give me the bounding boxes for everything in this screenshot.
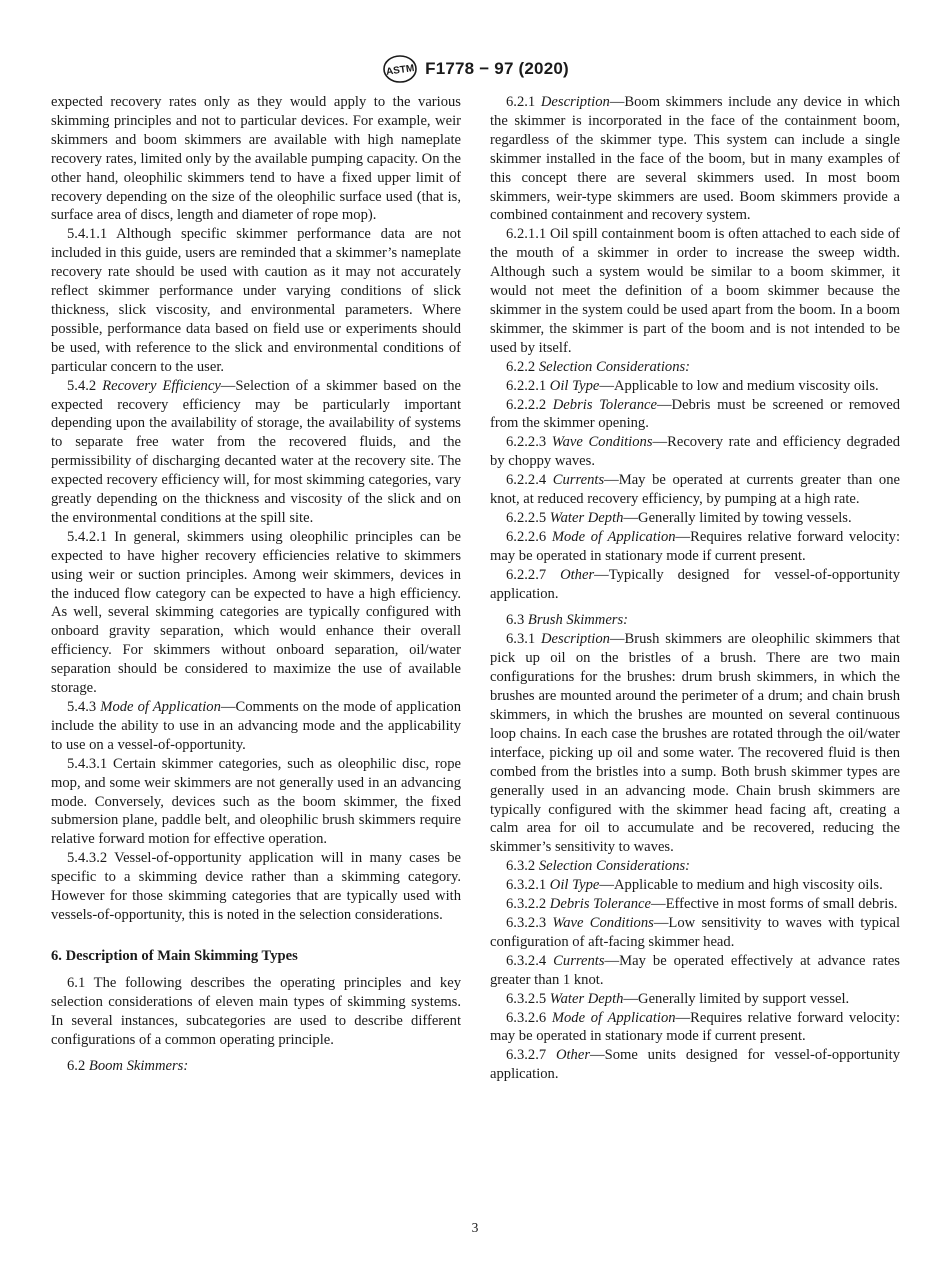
section-number: 6.2.2.6 [506,528,547,545]
paragraph-6-2-2-2 [490,396,900,434]
paragraph-6-3-2-6 [490,1009,900,1047]
right-column [490,93,900,1084]
section-title: Oil Type [549,877,600,894]
paragraph-6-2-2-6 [490,528,900,566]
section-body: —Requires relative forward velocity: may be operated in stationary mode if current present. [490,1009,900,1045]
section-body: —May be operated at currents greater than one knot, at reduced recovery efficiency, by pumping at a high rate. [490,472,900,508]
page-header [0,54,950,84]
section-title: Other [560,566,595,583]
paragraph-6-3-1 [490,630,900,857]
section-title: Selection Considerations: [538,358,691,375]
section-body: —Low sensitivity to waves with typical configuration of aft-facing skimmer head. [490,914,900,950]
paragraph-6-2-1-1: 6.2.1.1 Oil spill containment boom is often attached to each side of the mouth of a skimmer in order to increase the sweep width. Although such a system would be similar to a boom skimmer, it would not meet the definition of a boom skimmer because the skimmer in the system could be used apart from the boom. In a boom skimmer, the skimmer is part of the boom and is not intended to be used by itself. [490,226,900,356]
section-body: —Comments on the mode of application include the ability to use in an advancing mode and the applicability to use on a vessel-of-opportunity. [51,699,461,753]
svg-text:ASTM: ASTM [385,63,416,78]
paragraph-5-4-3-2: 5.4.3.2 Vessel-of-opportunity application will in many cases be specific to a skimming device rather than a skimming category. However for those skimming categories that are typically used with vessels-of-opportunity, this is noted in the selection considerations. [51,850,461,923]
section-number: 6.3.1 [506,631,536,648]
paragraph-6-3-2-5 [490,990,900,1009]
section-body: —Applicable to low and medium viscosity oils. [599,377,879,394]
section-title: Description [540,94,610,110]
paragraph-5-4-1-cont: expected recovery rates only as they would apply to the various skimming principles and not to particular devices. For example, weir skimmers and boom skimmers are available with high nameplate recovery rates, limited only by the available pumping capacity. On the other hand, oleophilic skimmers tend to have a fixed upper limit of recovery depending on the size of the oleophilic surface used (that is, surface area of discs, length and diameter of rope mop). [51,94,461,224]
paragraph-5-4-2-1: 5.4.2.1 In general, skimmers using oleophilic principles can be expected to have higher recovery efficiencies relative to skimmers using weir or suction principles. Among weir skimmers, devices in the induced flow category can be expected to have a high efficiency. As well, several skimming categories are typically configured with onboard gravity separation, which would enhance their overall efficiency. For skimmers without onboard separation, oil/water separation should be considered to maximize the use of available storage. [51,528,461,697]
paragraph-6-2-2 [490,358,900,377]
paragraph-6-2-2-1 [490,377,900,396]
paragraph-6-3-2-4 [490,952,900,990]
section-title: Mode of Application [551,1009,676,1026]
section-title: Water Depth [549,509,624,526]
section-number: 6.3 [506,612,525,629]
section-title: Debris Tolerance [549,896,652,913]
section-title: Mode of Application [100,699,221,715]
section-number: 5.4.3 [67,699,97,715]
section-body: —Effective in most forms of small debris. [651,896,898,913]
section-title: Other [555,1047,591,1064]
paragraph-6-3 [490,611,900,630]
paragraph-6-3-2-3 [490,914,900,952]
section-title: Mode of Application [551,528,676,545]
paragraph-6-2-2-3 [490,433,900,471]
section-number: 6.2.2.4 [506,472,547,489]
section-body: —Requires relative forward velocity: may be operated in stationary mode if current present. [490,528,900,564]
paragraph-6-3-2-7 [490,1046,900,1084]
section-title: Boom Skimmers: [88,1058,189,1075]
paragraph-6-2-1 [490,93,900,225]
section-number: 6.3.2 [506,858,536,875]
paragraph-6-3-2-2 [490,895,900,914]
section-title: Currents [552,472,605,489]
section-number: 6.2.2.2 [506,396,547,413]
section-title: Brush Skimmers: [527,612,629,629]
paragraph-6-2-2-7 [490,566,900,604]
section-body: —May be operated effectively at advance rates greater than 1 knot. [490,952,900,988]
section-body: —Generally limited by support vessel. [623,990,850,1007]
paragraph-6-2-2-4 [490,471,900,509]
section-number: 6.3.2.3 [506,914,547,931]
section-title: Debris Tolerance [552,396,657,413]
section-number: 6.3.2.5 [506,990,547,1007]
section-body: —Brush skimmers are oleophilic skimmers that pick up oil on the bristles of a brush. There are two main configurations for the brushes: drum brush skimmers, in which the brushes are mounted around the perimeter of a drum; and chain brush skimmers, in which the brushes are mounted on several continuous loop chains. In each case the brushes are rotated through the oil/water interface, picking up oil and some water. The recovered fluid is then combed from the bristles into a sump. Both brush skimmer types are generally used in an advancing mode. Chain brush skimmers are typically configured with the skimmer head facing aft, creating a calm area for oil to accumulate and be recovered, reducing the skimmer’s sensitivity to waves. [490,631,900,856]
page-number: 3 [471,1220,479,1235]
astm-logo-icon [381,54,419,84]
paragraph-5-4-2 [51,377,461,528]
paragraph-6-3-2-1 [490,876,900,895]
section-number: 6.3.2.4 [506,952,547,969]
section-title: Currents [553,952,605,969]
section-body: —Some units designed for vessel-of-opportunity application. [490,1047,900,1083]
section-title: Water Depth [549,990,624,1007]
paragraph-5-4-3-1: 5.4.3.1 Certain skimmer categories, such as oleophilic disc, rope mop, and some weir skimmers are not generally used in an advancing mode. Conversely, devices such as the boom skimmer, the fixed submersion plane, paddle belt, and oleophilic brush skimmers require relative forward motion for effective operation. [51,755,461,848]
paragraph-6-1: 6.1 The following describes the operating principles and key selection considerations of eleven main types of skimming systems. In several instances, subcategories are used to describe different configurations of a common operating principle. [51,974,461,1048]
paragraph-6-2 [51,1057,461,1076]
section-number: 6.3.2.1 [506,877,547,894]
section-body: —Recovery rate and efficiency degraded by choppy waves. [490,434,900,470]
section-number: 6.2.2.5 [506,509,547,526]
section-body: —Applicable to medium and high viscosity oils. [599,877,883,894]
section-number: 6.2.1 [506,94,536,110]
section-title: Wave Conditions [552,914,654,931]
section-body: —Generally limited by towing vessels. [623,509,852,526]
paragraph-5-4-1-1: 5.4.1.1 Although specific skimmer performance data are not included in this guide, users are reminded that a skimmer’s nameplate recovery rate should be used with caution as it may not accurately reflect skimmer performance under varying conditions of slick thickness, slick viscosity, and environmental parameters. Where possible, performance data based on field use or experiments should be used, with reference to the slick and environmental conditions of particular concern to the user. [51,226,461,375]
section-body: —Debris must be screened or removed from the skimmer opening. [490,396,900,432]
section-title: Wave Conditions [551,434,653,451]
section-title: Description [541,631,610,648]
section-number: 6.3.2.2 [506,896,547,913]
section-heading-6: 6. Description of Main Skimming Types [51,947,298,964]
section-number: 6.2 [67,1058,86,1075]
paragraph-5-4-3 [51,698,461,755]
section-number: 6.3.2.7 [506,1047,547,1064]
section-number: 6.3.2.6 [506,1009,547,1026]
section-number: 6.2.2.7 [506,566,547,583]
section-title: Selection Considerations: [538,858,691,875]
section-title: Oil Type [549,377,600,394]
section-body: —Selection of a skimmer based on the expected recovery efficiency may be particularly important depending upon the availability of storage, the availability of systems to separate free water from the recovered fluids, and the permissibility of discharging decanted water at the recovery site. The expected recovery efficiency will, for most skimming categories, vary greatly depending on the thickness and viscosity of the slick and on the environmental conditions at the spill site. [51,377,461,526]
section-number: 6.2.2 [506,358,536,375]
document-designation: F1778 − 97 (2020) [425,59,569,78]
section-number: 6.2.2.3 [506,434,547,451]
section-title: Recovery Efficiency [102,377,221,394]
paragraph-6-3-2 [490,857,900,876]
section-number: 6.2.2.1 [506,377,547,394]
paragraph-6-2-2-5 [490,509,900,528]
section-body: —Boom skimmers include any device in which the skimmer is incorporated in the face of the containment boom, regardless of the skimmer type. This system can include a single skimmer installed in the face of the boom, but in many examples of this concept there are several skimmers used. In most boom skimmers, weir-type skimmers are used. Boom skimmers provide a combined containment and recovery system. [490,94,900,224]
section-body: —Typically designed for vessel-of-opportunity application. [490,566,900,602]
left-column [51,93,461,1076]
section-number: 5.4.2 [67,377,97,394]
